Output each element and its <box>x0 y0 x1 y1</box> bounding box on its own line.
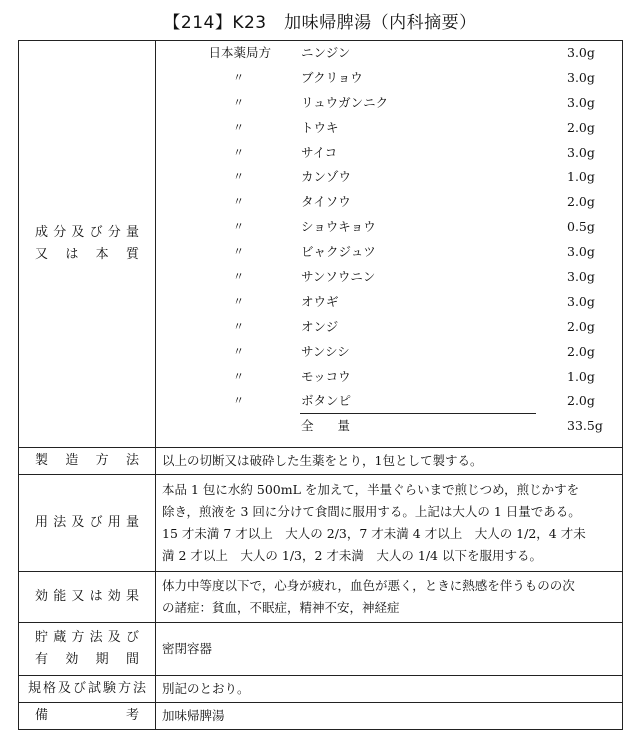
ingredient-name: サンシシ <box>301 343 350 359</box>
ingredient-source: 〃 <box>233 369 244 383</box>
ingredient-row <box>156 365 622 390</box>
efficacy-value <box>156 572 623 623</box>
ingredient-name: カンゾウ <box>301 169 352 185</box>
ingredient-name: オウギ <box>301 293 339 309</box>
storage-value: 密閉容器 <box>156 623 623 676</box>
ingredient-amount: 3.0g <box>567 144 595 160</box>
ingredient-source: 〃 <box>233 319 244 333</box>
ingredient-name: リュウガンニク <box>301 94 389 110</box>
remarks-row <box>19 703 623 730</box>
usage-line: 満 2 才以上 大人の 1/3，2 才未満 大人の 1/4 以下を服用する。 <box>162 548 542 563</box>
manufacturing-value: 以上の切断又は破砕した生薬をとり，1包として製する。 <box>156 448 623 475</box>
ingredient-amount: 2.0g <box>567 343 595 359</box>
ingredient-amount: 0.5g <box>567 219 595 235</box>
ingredient-name: モッコウ <box>301 368 351 384</box>
ingredient-source: 〃 <box>233 294 244 308</box>
total-amount: 33.5g <box>567 418 603 434</box>
ingredient-row <box>156 41 622 66</box>
ingredient-name: サンソウニン <box>301 269 376 285</box>
ingredient-amount: 3.0g <box>567 244 595 260</box>
ingredient-name: ニンジン <box>301 45 351 60</box>
ingredient-amount: 3.0g <box>567 269 595 285</box>
ingredient-name: トウキ <box>301 119 339 135</box>
ingredient-source: 〃 <box>233 195 244 209</box>
composition-label-line1: 成分及び分量 <box>35 225 139 240</box>
efficacy-row <box>19 572 623 623</box>
ingredient-amount: 2.0g <box>567 393 595 409</box>
efficacy-label: 効能又は効果 <box>19 572 156 623</box>
ingredient-row <box>156 165 622 190</box>
ingredient-name: サイコ <box>301 144 338 160</box>
ingredient-row <box>156 66 622 91</box>
total-row <box>156 414 622 439</box>
usage-value <box>156 475 623 572</box>
usage-line: 本品 1 包に水約 500mL を加えて，半量ぐらいまで煎じつめ，煎じかすを <box>162 482 580 497</box>
ingredient-source: 日本薬局方 <box>208 45 271 60</box>
ingredient-amount: 3.0g <box>567 45 595 60</box>
ingredient-list <box>156 41 622 414</box>
usage-label: 用法及び用量 <box>19 475 156 572</box>
ingredient-row <box>156 190 622 215</box>
storage-row <box>19 623 623 676</box>
ingredient-row <box>156 116 622 141</box>
ingredient-source: 〃 <box>233 344 244 358</box>
total-label: 全量 <box>301 418 375 434</box>
spec-value: 別記のとおり。 <box>156 676 623 703</box>
composition-row <box>19 41 623 448</box>
efficacy-line: 体力中等度以下で，心身が疲れ，血色が悪く，ときに熱感を伴うものの次 <box>162 578 575 593</box>
ingredient-source: 〃 <box>233 95 244 109</box>
remarks-value: 加味帰脾湯 <box>156 703 623 730</box>
ingredient-amount: 2.0g <box>567 318 595 334</box>
composition-value <box>156 41 623 448</box>
ingredient-source: 〃 <box>233 245 244 259</box>
ingredient-name: ブクリョウ <box>301 69 363 85</box>
ingredient-row <box>156 290 622 315</box>
ingredient-name: ボタンピ <box>301 393 352 409</box>
manufacturing-row <box>19 448 623 475</box>
ingredient-name: タイソウ <box>301 194 351 210</box>
ingredient-row <box>156 141 622 166</box>
ingredient-source: 〃 <box>233 394 244 408</box>
monograph-table <box>18 40 623 730</box>
usage-line: 15 才未満 7 才以上 大人の 2/3，7 才未満 4 才以上 大人の 1/2，4 才未 <box>162 526 586 541</box>
remarks-label: 備考 <box>19 703 156 730</box>
ingredient-source: 〃 <box>233 70 244 84</box>
manufacturing-label: 製造方法 <box>19 448 156 475</box>
ingredient-source: 〃 <box>233 270 244 284</box>
ingredient-row <box>156 215 622 240</box>
spec-label: 規格及び試験方法 <box>19 676 156 703</box>
usage-row <box>19 475 623 572</box>
ingredient-row <box>156 340 622 365</box>
ingredient-name: ショウキョウ <box>301 219 376 235</box>
storage-label: 貯蔵方法及び 有効期間 <box>19 623 156 676</box>
composition-label <box>19 41 156 448</box>
ingredient-name: オンジ <box>301 318 339 334</box>
ingredient-amount: 1.0g <box>567 169 595 185</box>
ingredient-source: 〃 <box>233 120 244 134</box>
ingredient-row <box>156 315 622 340</box>
ingredient-amount: 3.0g <box>567 69 595 85</box>
ingredient-row <box>156 240 622 265</box>
ingredient-amount: 3.0g <box>567 293 595 309</box>
ingredient-source: 〃 <box>233 170 244 184</box>
ingredient-row <box>156 265 622 290</box>
usage-line: 除き，煎液を 3 回に分けて食間に服用する。上記は大人の 1 日量である。 <box>162 504 581 519</box>
ingredient-source: 〃 <box>233 145 244 159</box>
page-title: 【214】K23 加味帰脾湯（内科摘要） <box>163 13 477 33</box>
ingredient-amount: 3.0g <box>567 94 595 110</box>
ingredient-amount: 1.0g <box>567 368 595 384</box>
composition-label-line2: 又は本質 <box>35 247 139 262</box>
subtotal-underline <box>300 413 536 414</box>
ingredient-name: ビャクジュツ <box>301 244 376 260</box>
spec-row <box>19 676 623 703</box>
ingredient-row <box>156 91 622 116</box>
ingredient-amount: 2.0g <box>567 119 595 135</box>
ingredient-row <box>156 389 622 414</box>
efficacy-line: の諸症：貧血，不眠症，精神不安，神経症 <box>162 600 400 615</box>
ingredient-amount: 2.0g <box>567 194 595 210</box>
ingredient-source: 〃 <box>233 220 244 234</box>
